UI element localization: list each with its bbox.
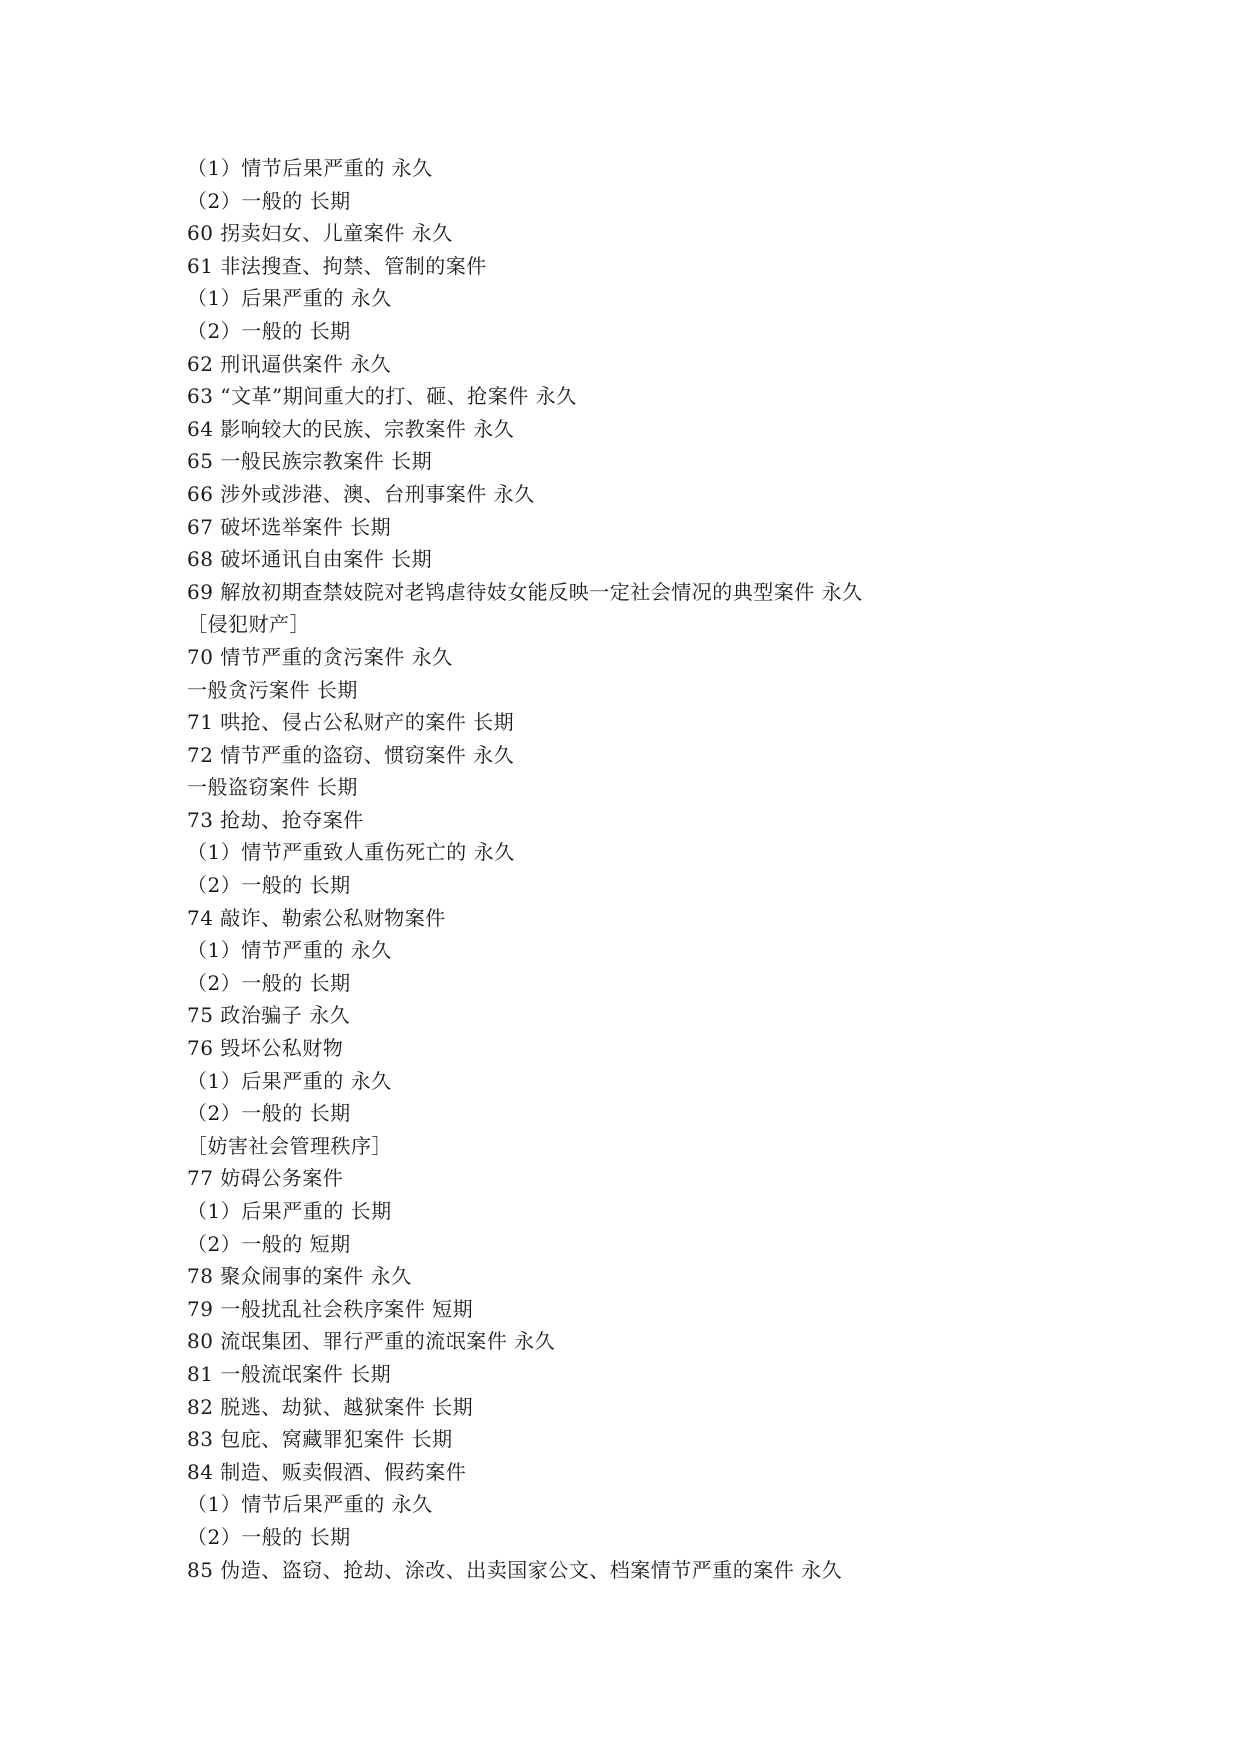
text-line: （2）一般的 长期: [187, 970, 351, 995]
text-line: 70 情节严重的贪污案件 永久: [187, 644, 453, 669]
text-line: （1）后果严重的 永久: [187, 1068, 392, 1093]
text-line: ［侵犯财产］: [187, 612, 310, 637]
text-line: 82 脱逃、劫狱、越狱案件 长期: [187, 1394, 474, 1419]
text-line: 一般贪污案件 长期: [187, 677, 358, 702]
text-line: 78 聚众闹事的案件 永久: [187, 1264, 412, 1289]
text-line: 71 哄抢、侵占公私财产的案件 长期: [187, 710, 515, 735]
text-line: 79 一般扰乱社会秩序案件 短期: [187, 1296, 474, 1321]
text-line: 64 影响较大的民族、宗教案件 永久: [187, 416, 515, 441]
text-line: 77 妨碍公务案件: [187, 1166, 344, 1191]
text-line: 一般盗窃案件 长期: [187, 775, 358, 800]
text-line: 74 敲诈、勒索公私财物案件: [187, 905, 446, 930]
text-line: 61 非法搜查、拘禁、管制的案件: [187, 253, 487, 278]
text-line: 85 伪造、盗窃、抢劫、涂改、出卖国家公文、档案情节严重的案件 永久: [187, 1557, 843, 1582]
text-line: （1）情节严重致人重伤死亡的 永久: [187, 840, 515, 865]
text-line: 63 “文革”期间重大的打、砸、抢案件 永久: [187, 384, 577, 409]
text-line: （2）一般的 长期: [187, 188, 351, 213]
text-line: 80 流氓集团、罪行严重的流氓案件 永久: [187, 1329, 556, 1354]
text-line: （2）一般的 长期: [187, 873, 351, 898]
text-line: 83 包庇、窝藏罪犯案件 长期: [187, 1427, 453, 1452]
text-line: （1）后果严重的 长期: [187, 1199, 392, 1223]
text-line: 65 一般民族宗教案件 长期: [187, 449, 433, 474]
text-line: （1）情节后果严重的 永久: [187, 1492, 433, 1517]
text-line: 81 一般流氓案件 长期: [187, 1361, 392, 1386]
text-line: （2）一般的 长期: [187, 1101, 351, 1126]
text-line: 84 制造、贩卖假酒、假药案件: [187, 1459, 467, 1484]
text-line: 67 破坏选举案件 长期: [187, 514, 392, 539]
text-line: 66 涉外或涉港、澳、台刑事案件 永久: [187, 481, 535, 506]
text-line: 68 破坏通讯自由案件 长期: [187, 547, 433, 572]
text-line: （2）一般的 短期: [187, 1231, 351, 1256]
document-body: [187, 152, 1167, 1586]
text-line: 60 拐卖妇女、儿童案件 永久: [187, 221, 453, 246]
text-line: （1）情节严重的 永久: [187, 938, 392, 963]
text-line: （1）后果严重的 永久: [187, 286, 392, 311]
text-line: （1）情节后果严重的 永久: [187, 156, 433, 180]
text-line: ［妨害社会管理秩序］: [187, 1133, 392, 1158]
text-line: 69 解放初期查禁妓院对老鸨虐待妓女能反映一定社会情况的典型案件 永久: [187, 579, 863, 604]
text-line: 75 政治骗子 永久: [187, 1003, 351, 1028]
text-line: 62 刑讯逼供案件 永久: [187, 351, 392, 376]
text-line: 76 毁坏公私财物: [187, 1036, 344, 1061]
text-line: （2）一般的 长期: [187, 1524, 351, 1549]
text-line: 72 情节严重的盗窃、惯窃案件 永久: [187, 742, 515, 767]
text-line: 73 抢劫、抢夺案件: [187, 807, 364, 832]
text-line: （2）一般的 长期: [187, 318, 351, 343]
